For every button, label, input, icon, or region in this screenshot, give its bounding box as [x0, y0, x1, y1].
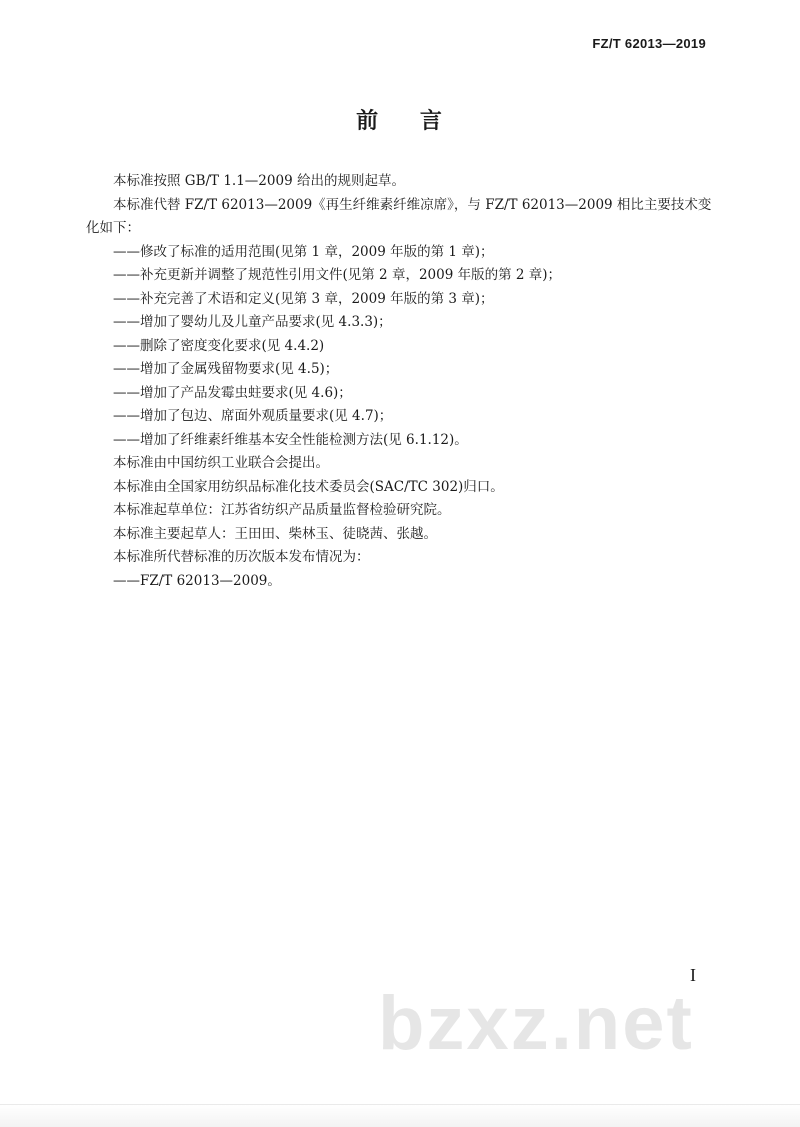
standard-code: FZ/T 62013—2019 [592, 36, 706, 51]
list-item: ——增加了纤维素纤维基本安全性能检测方法(见 6.1.12)。 [113, 431, 468, 448]
page-title: 前 言 [356, 109, 444, 134]
watermark: bzxz.net [378, 981, 694, 1066]
paragraph: 本标准起草单位：江苏省纺织产品质量监督检验研究院。 [113, 502, 451, 518]
list-item: ——删除了密度变化要求(见 4.4.2) [113, 337, 325, 354]
paragraph: 本标准所代替标准的历次版本发布情况为： [113, 549, 370, 565]
paragraph: 本标准按照 GB/T 1.1—2009 给出的规则起草。 [113, 173, 405, 189]
list-item: ——补充更新并调整了规范性引用文件(见第 2 章，2009 年版的第 2 章)； [113, 267, 562, 283]
list-item: ——FZ/T 62013—2009。 [113, 572, 281, 589]
list-item: ——补充完善了术语和定义(见第 3 章，2009 年版的第 3 章)； [113, 290, 494, 307]
page-number: I [690, 965, 696, 985]
document-body [86, 170, 718, 593]
paragraph: 本标准由全国家用纺织品标准化技术委员会(SAC/TC 302)归口。 [113, 478, 504, 495]
paragraph: 本标准主要起草人：王田田、柴林玉、徒晓茜、张越。 [113, 525, 437, 542]
paragraph: 本标准代替 FZ/T 62013—2009《再生纤维素纤维凉席》，与 FZ/T 62013—2009 相比主要技术变化如下： [86, 196, 712, 236]
list-item: ——增加了产品发霉虫蛀要求(见 4.6)； [113, 384, 352, 401]
scan-edge [0, 1104, 800, 1127]
paragraph: 本标准由中国纺织工业联合会提出。 [113, 455, 329, 471]
list-item: ——增加了包边、席面外观质量要求(见 4.7)； [113, 408, 393, 424]
list-item: ——修改了标准的适用范围(见第 1 章，2009 年版的第 1 章)； [113, 243, 494, 260]
list-item: ——增加了婴幼儿及儿童产品要求(见 4.3.3)； [113, 314, 392, 330]
list-item: ——增加了金属残留物要求(见 4.5)； [113, 361, 339, 377]
